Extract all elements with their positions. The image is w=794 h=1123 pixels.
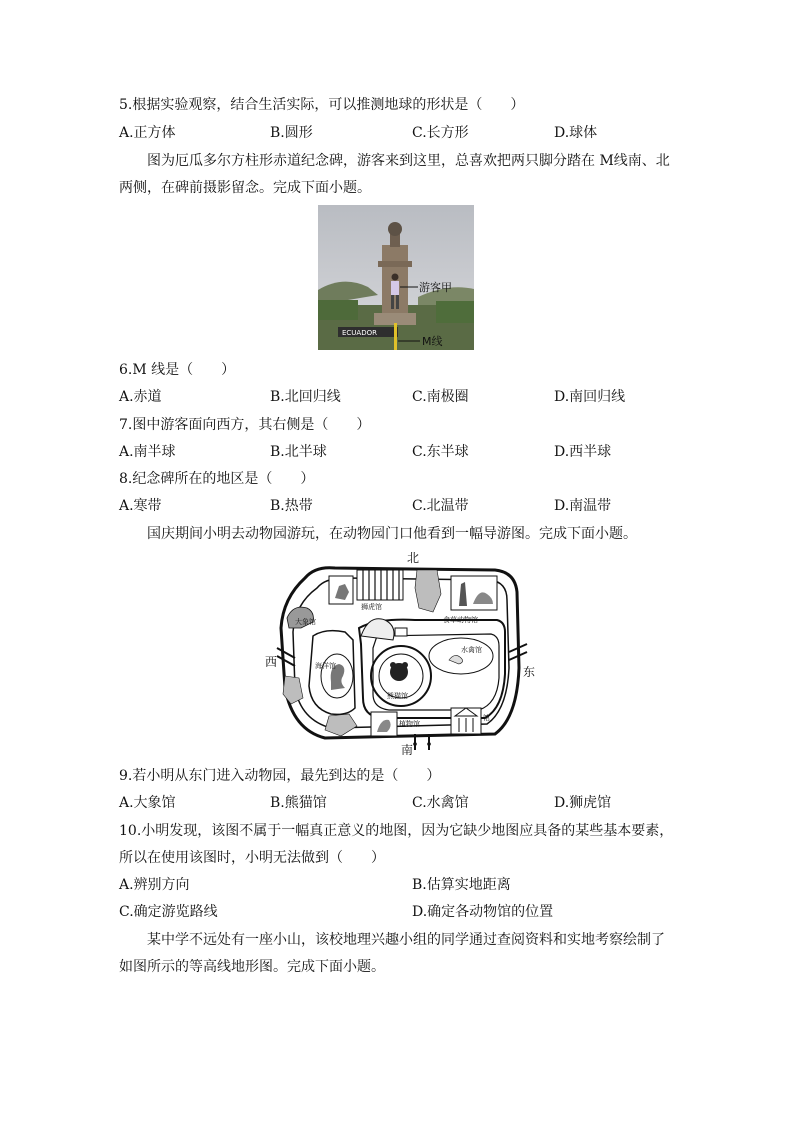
intro2-line1: 国庆期间小明去动物园游玩，在动物园门口他看到一幅导游图。完成下面小题。 xyxy=(147,526,637,542)
q9-option-c: C.水禽馆 xyxy=(412,795,469,811)
q7-option-b: B.北半球 xyxy=(270,444,327,460)
q6-stem: 6.M 线是（ ） xyxy=(119,362,236,378)
q10-option-b: B.估算实地距离 xyxy=(412,877,511,893)
map-panda-hall-label: 熊猫馆 xyxy=(387,692,408,700)
map-herbivore-label: 食草动物馆 xyxy=(443,616,478,624)
photo-label-m-line: M线 xyxy=(422,335,443,348)
zoo-guide-map xyxy=(265,548,537,758)
q5-option-d: D.球体 xyxy=(554,125,598,141)
q10-option-a: A.辨别方向 xyxy=(119,877,190,893)
photo-sign-text: ECUADOR xyxy=(342,329,377,337)
map-ocean-hall-label: 海洋馆 xyxy=(315,662,336,670)
equator-monument-photo xyxy=(318,205,474,350)
map-west-label: 西 xyxy=(265,655,278,669)
photo-label-tourist: 游客甲 xyxy=(419,281,452,294)
intro3-line2: 如图所示的等高线地形图。完成下面小题。 xyxy=(119,959,385,975)
map-east-label: 东 xyxy=(523,665,536,679)
q7-option-a: A.南半球 xyxy=(119,444,176,460)
map-tiger-hall-label: 狮虎馆 xyxy=(361,603,382,611)
q5-option-b: B.圆形 xyxy=(270,125,313,141)
intro3-line1: 某中学不远处有一座小山，该校地理兴趣小组的同学通过查阅资料和实地考察绘制了 xyxy=(147,932,665,948)
monument-illustration xyxy=(318,205,474,350)
zoo-map-drawing xyxy=(265,548,537,758)
q8-option-a: A.寒带 xyxy=(119,498,162,514)
q9-option-a: A.大象馆 xyxy=(119,795,176,811)
q10-option-d: D.确定各动物馆的位置 xyxy=(412,904,554,920)
q10-stem-line1: 10.小明发现，该图不属于一幅真正意义的地图，因为它缺少地图应具备的某些基本要素， xyxy=(119,823,674,839)
q9-option-d: D.狮虎馆 xyxy=(554,795,612,811)
q6-option-a: A.赤道 xyxy=(119,389,162,405)
q5-stem: 5.根据实验观察，结合生活实际，可以推测地球的形状是（ ） xyxy=(119,97,525,113)
q8-option-c: C.北温带 xyxy=(412,498,469,514)
map-plant-hall-label: 植物馆 xyxy=(399,720,420,728)
map-south-label: 南 xyxy=(401,743,414,757)
map-bird-hall-label: 水禽馆 xyxy=(461,646,482,654)
q8-option-d: D.南温带 xyxy=(554,498,612,514)
q8-option-b: B.热带 xyxy=(270,498,313,514)
q6-option-b: B.北回归线 xyxy=(270,389,341,405)
q7-option-c: C.东半球 xyxy=(412,444,469,460)
q7-option-d: D.西半球 xyxy=(554,444,612,460)
q9-option-b: B.熊猫馆 xyxy=(270,795,327,811)
intro1-line1: 图为厄瓜多尔方柱形赤道纪念碑，游客来到这里，总喜欢把两只脚分踏在 M线南、北 xyxy=(147,153,670,169)
map-north-label: 北 xyxy=(407,551,420,565)
map-south-hall-label: 馆 xyxy=(483,714,490,722)
q6-option-c: C.南极圈 xyxy=(412,389,469,405)
q8-stem: 8.纪念碑所在的地区是（ ） xyxy=(119,471,315,487)
intro1-line2: 两侧，在碑前摄影留念。完成下面小题。 xyxy=(119,180,371,196)
q9-stem: 9.若小明从东门进入动物园，最先到达的是（ ） xyxy=(119,768,441,784)
map-elephant-label: 大象馆 xyxy=(295,618,316,626)
q6-option-d: D.南回归线 xyxy=(554,389,626,405)
q10-stem-line2: 所以在使用该图时，小明无法做到（ ） xyxy=(119,850,385,866)
q5-option-a: A.正方体 xyxy=(119,125,176,141)
q7-stem: 7.图中游客面向西方，其右侧是（ ） xyxy=(119,417,371,433)
q5-option-c: C.长方形 xyxy=(412,125,469,141)
q10-option-c: C.确定游览路线 xyxy=(119,904,218,920)
